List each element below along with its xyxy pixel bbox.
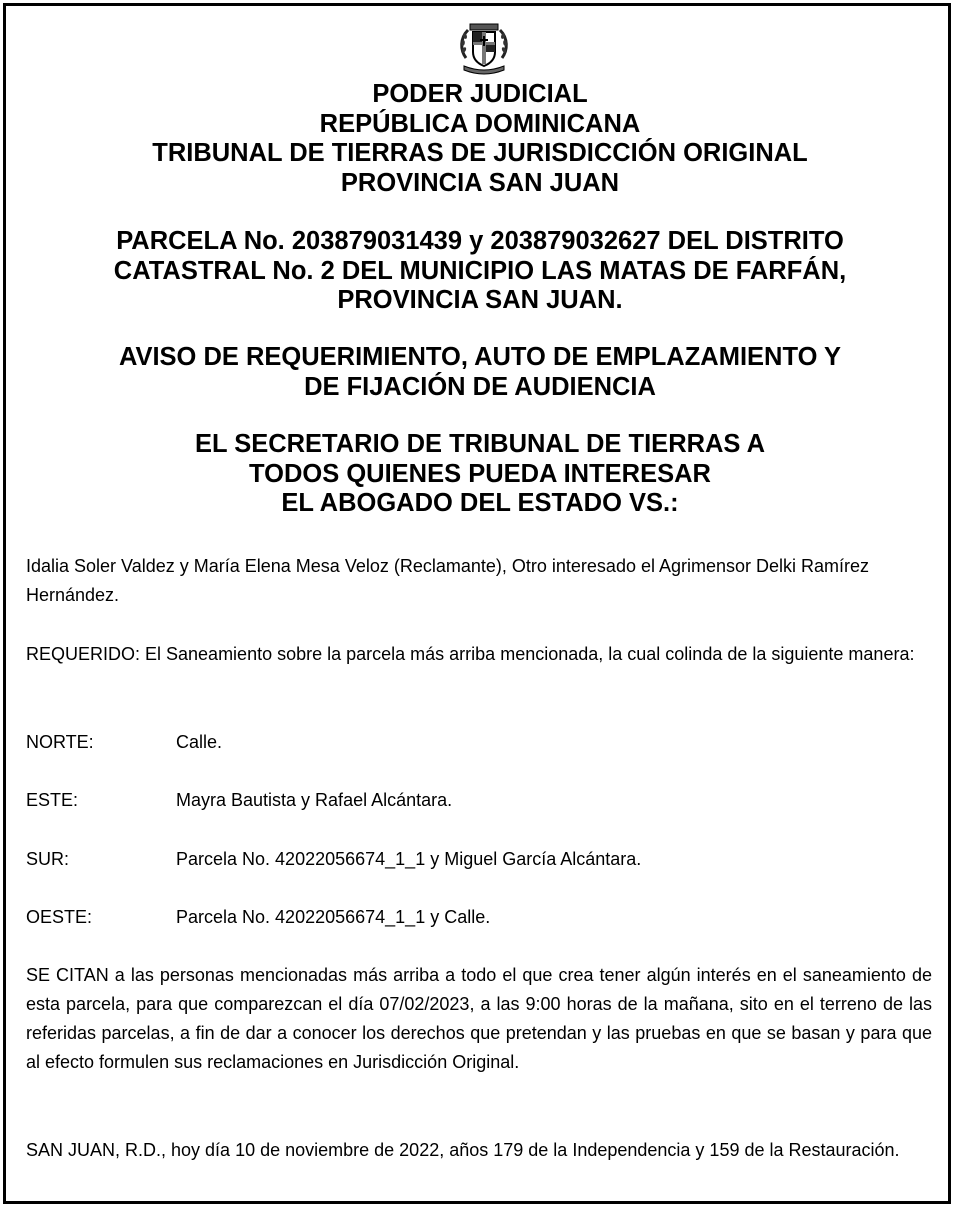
- addressee-line: EL SECRETARIO DE TRIBUNAL DE TIERRAS A: [194, 430, 765, 458]
- header-line: TRIBUNAL DE TIERRAS DE JURISDICCIÓN ORIGINAL: [152, 139, 808, 167]
- boundary-label: ESTE:: [26, 790, 79, 810]
- addressee-line: EL ABOGADO DEL ESTADO VS.:: [281, 489, 679, 517]
- parties-paragraph: Idalia Soler Valdez y María Elena Mesa Veloz (Reclamante), Otro interesado el Agrimensor Delki Ramírez Hernández.: [26, 556, 870, 605]
- boundary-label: NORTE:: [26, 732, 94, 752]
- header-line: REPÚBLICA DOMINICANA: [319, 109, 641, 138]
- boundary-value: Calle.: [176, 732, 223, 752]
- court-header: [6, 80, 954, 198]
- parcel-title: [6, 227, 954, 316]
- boundary-label: SUR:: [26, 849, 70, 869]
- header-line: PROVINCIA SAN JUAN: [340, 168, 620, 197]
- notice-line: AVISO DE REQUERIMIENTO, AUTO DE EMPLAZAMIENTO Y: [118, 343, 842, 371]
- boundary-value: Parcela No. 42022056674_1_1 y Calle.: [176, 907, 491, 927]
- requirement-paragraph: REQUERIDO: El Saneamiento sobre la parcela más arriba mencionada, la cual colinda de la siguiente manera:: [26, 644, 915, 664]
- boundary-value: Parcela No. 42022056674_1_1 y Miguel García Alcántara.: [176, 849, 642, 869]
- parcel-line: PARCELA No. 203879031439 y 203879032627 DEL DISTRITO: [116, 227, 844, 255]
- addressee-block: [6, 430, 954, 519]
- parcel-line: CATASTRAL No. 2 DEL MUNICIPIO LAS MATAS DE FARFÁN,: [113, 256, 847, 285]
- closing-paragraph: SAN JUAN, R.D., hoy día 10 de noviembre de 2022, años 179 de la Independencia y 159 de la Restauración.: [26, 1140, 900, 1160]
- coat-of-arms-icon: [456, 20, 512, 76]
- boundary-west: [26, 903, 932, 932]
- boundary-label: OESTE:: [26, 907, 93, 927]
- boundary-value: Mayra Bautista y Rafael Alcántara.: [176, 790, 453, 810]
- boundary-east: [26, 786, 932, 815]
- parcel-line: PROVINCIA SAN JUAN.: [337, 286, 623, 314]
- notice-line: DE FIJACIÓN DE AUDIENCIA: [304, 372, 656, 401]
- boundary-north: [26, 728, 932, 757]
- notice-frame: [3, 3, 951, 1204]
- boundary-south: [26, 845, 932, 874]
- addressee-line: TODOS QUIENES PUEDA INTERESAR: [249, 459, 711, 488]
- citation-paragraph: SE CITAN a las personas mencionadas más arriba a todo el que crea tener algún interés en el saneamiento de esta parcela, para que comparezcan el día 07/02/2023, a las 9:00 horas de la mañana, sito en el terreno de las referidas parcelas, a fin de dar a conocer los derechos que pretendan y las pruebas en que se basan y para que al efecto formulen sus reclamaciones en Jurisdicción Original.: [26, 965, 932, 1072]
- header-line: PODER JUDICIAL: [372, 80, 588, 108]
- notice-title: [6, 343, 954, 402]
